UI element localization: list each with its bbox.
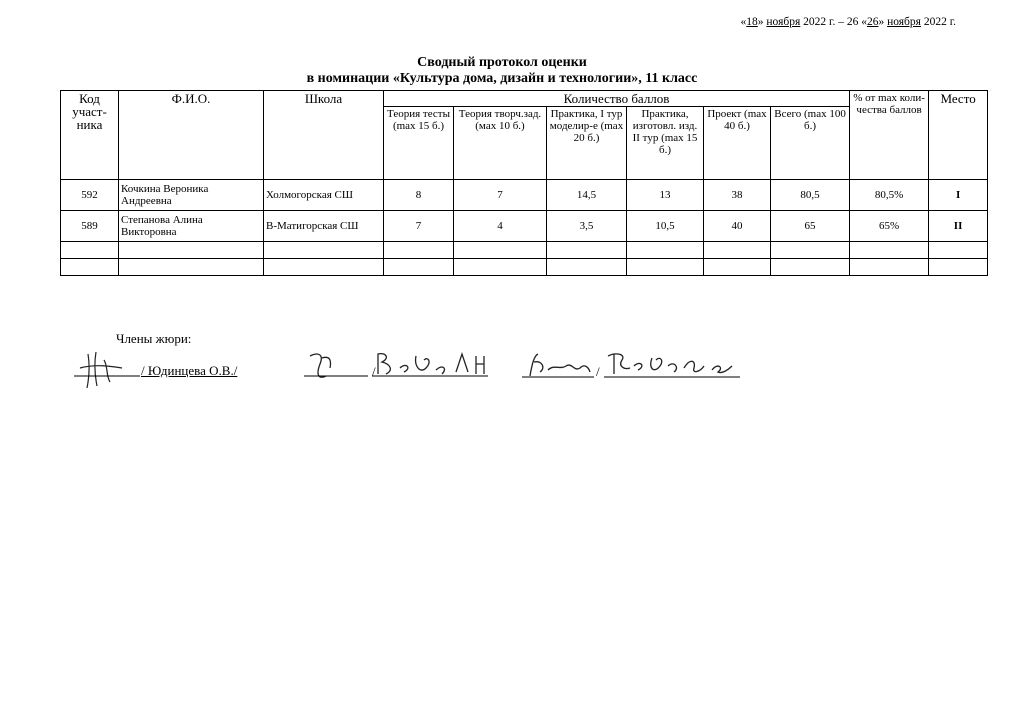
signature-2 (304, 346, 374, 390)
start-day: 18 (746, 16, 758, 28)
cell-fio: Кочкина Вероника Андреевна (119, 180, 264, 211)
header-school: Школа (264, 91, 384, 180)
cell-place: II (929, 211, 988, 242)
empty-row (61, 242, 988, 259)
header-percent: % от max коли-чества баллов (850, 91, 929, 180)
cell-total: 65 (771, 211, 850, 242)
cell-total: 80,5 (771, 180, 850, 211)
title-line-2: в номинации «Культура дома, дизайн и технологии», 11 класс (306, 71, 698, 86)
cell-score: 3,5 (547, 211, 627, 242)
cell-school: Холмогорская СШ (264, 180, 384, 211)
jury-member-1-name: / Юдинцева О.В./ (141, 363, 238, 378)
header-place: Место (929, 91, 988, 180)
header-practice-1: Практика, I тур моделир-е (max 20 б.) (547, 107, 627, 180)
date-range (741, 16, 956, 28)
cell-place: I (929, 180, 988, 211)
header-total: Всего (max 100 б.) (771, 107, 850, 180)
signature-5 (604, 346, 744, 390)
table-row (61, 180, 988, 211)
slash-separator: / (372, 364, 376, 379)
cell-code: 592 (61, 180, 119, 211)
start-year: 2022 г. – 26 « (803, 16, 867, 28)
cell-score: 40 (704, 211, 771, 242)
header-project: Проект (max 40 б.) (704, 107, 771, 180)
header-row (61, 91, 988, 107)
header-theory-creative: Теория творч.зад. (мах 10 б.) (454, 107, 547, 180)
end-day: 26 (866, 16, 879, 28)
cell-score: 13 (627, 180, 704, 211)
signature-4 (522, 346, 602, 390)
cell-score: 8 (384, 180, 454, 211)
scores-table (60, 90, 988, 276)
empty-row (61, 259, 988, 276)
signature-3 (372, 346, 492, 390)
cell-score: 4 (454, 211, 547, 242)
title-line-1: Сводный протокол оценки (417, 55, 587, 70)
table-row (61, 211, 988, 242)
start-month: ноября (766, 16, 801, 28)
end-year: 2022 г. (923, 16, 956, 28)
header-theory-tests: Теория тесты (max 15 б.) (384, 107, 454, 180)
cell-fio: Степанова Алина Викторовна (119, 211, 264, 242)
header-code: Код участ-ника (61, 91, 119, 180)
date-quote: » (757, 16, 764, 28)
cell-score: 14,5 (547, 180, 627, 211)
date-quote: » (878, 16, 885, 28)
end-month: ноября (887, 16, 921, 28)
header-practice-2: Практика, изготовл. изд. II тур (max 15 б.) (627, 107, 704, 180)
cell-percent: 65% (850, 211, 929, 242)
header-points: Количество баллов (384, 91, 850, 107)
document-title (0, 55, 1004, 87)
date-quote: « (740, 16, 747, 28)
cell-score: 7 (384, 211, 454, 242)
cell-percent: 80,5% (850, 180, 929, 211)
jury-label: Члены жюри: (116, 331, 192, 346)
header-fio: Ф.И.О. (119, 91, 264, 180)
cell-score: 7 (454, 180, 547, 211)
cell-score: 10,5 (627, 211, 704, 242)
cell-score: 38 (704, 180, 771, 211)
cell-code: 589 (61, 211, 119, 242)
slash-separator: / (596, 364, 600, 379)
cell-school: В-Матигорская СШ (264, 211, 384, 242)
jury-member-1 (75, 363, 237, 379)
